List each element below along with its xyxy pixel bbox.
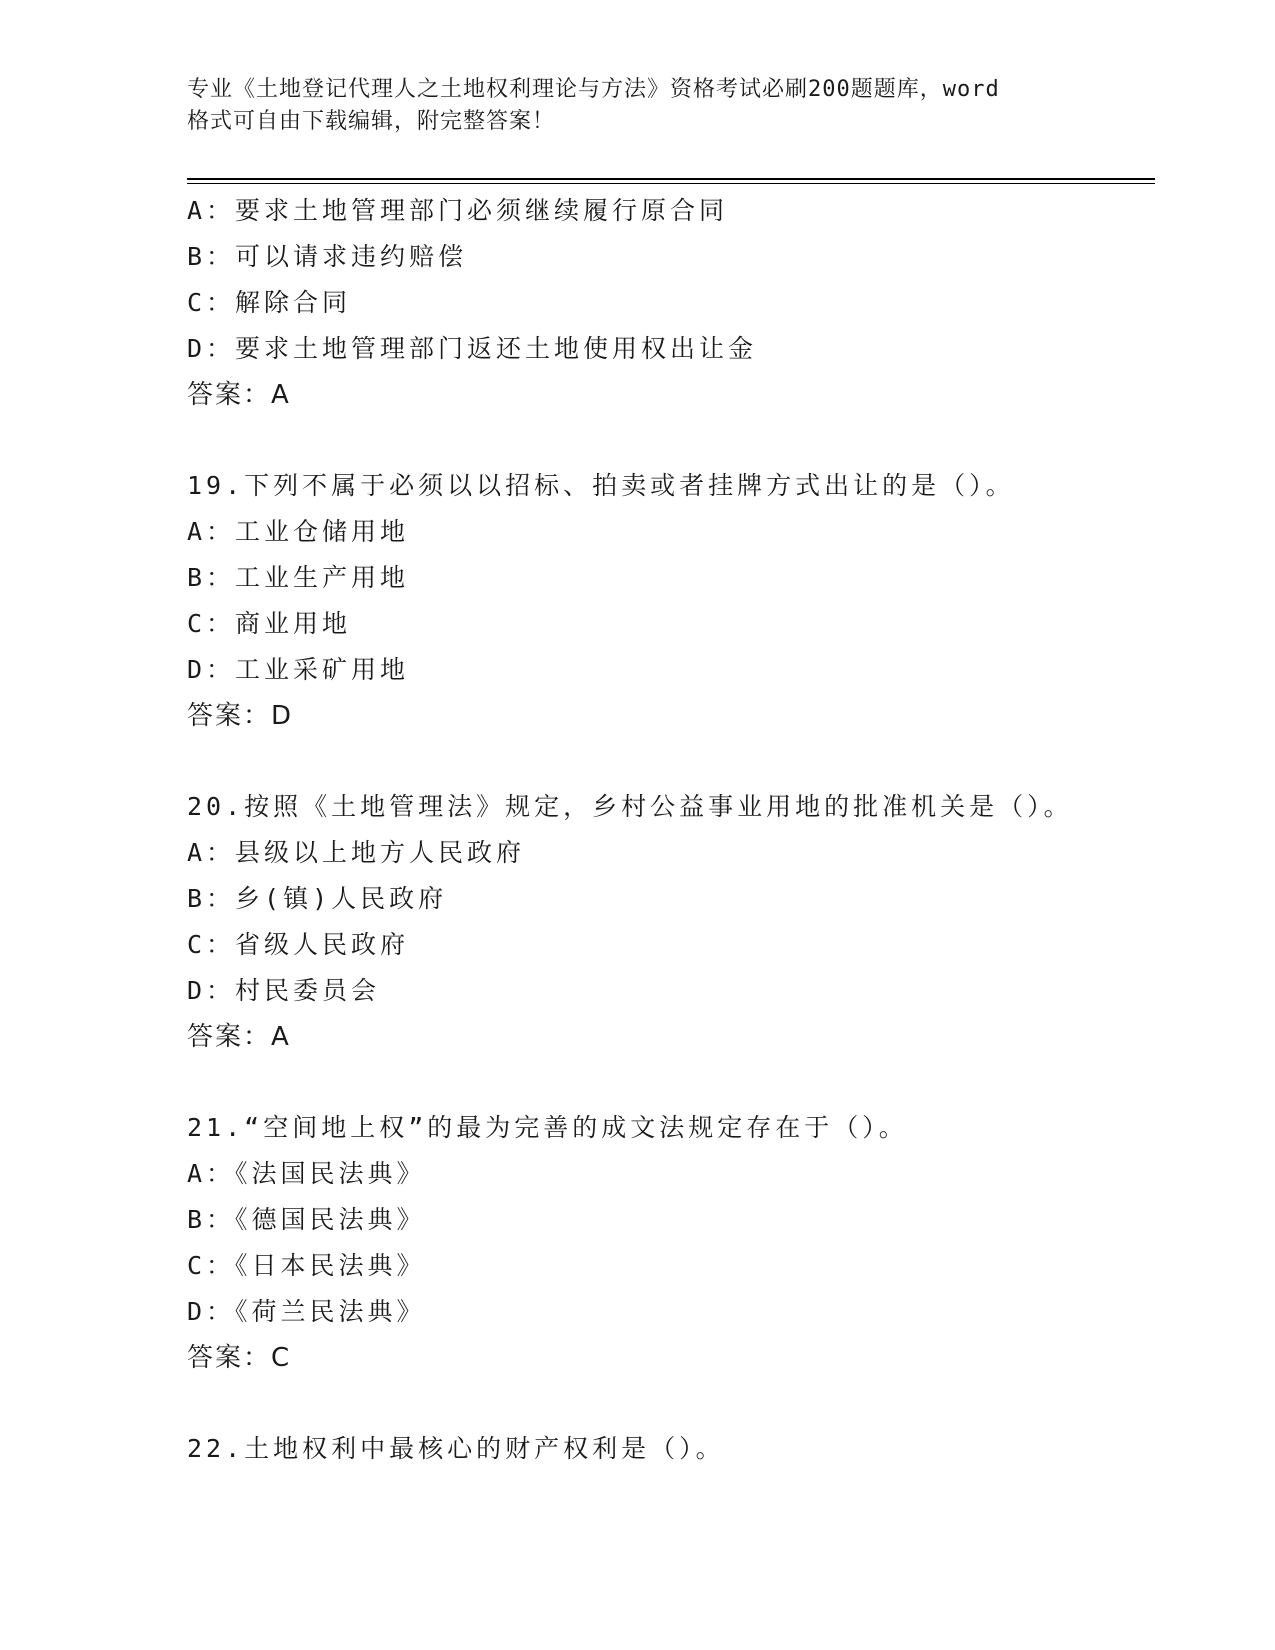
question-title: 21.“空间地上权”的最为完善的成文法规定存在于（）。 xyxy=(187,1113,908,1142)
option-a: A：县级以上地方人民政府 xyxy=(187,838,526,867)
question-22 xyxy=(187,1426,1155,1472)
question-18-continuation xyxy=(187,188,1155,418)
question-20 xyxy=(187,784,1155,1060)
question-19 xyxy=(187,463,1155,739)
question-list xyxy=(187,188,1155,1472)
question-21 xyxy=(187,1105,1155,1381)
option-d: D：要求土地管理部门返还土地使用权出让金 xyxy=(187,334,758,363)
option-c: C：解除合同 xyxy=(187,288,352,317)
answer-line: 答案：A xyxy=(187,380,291,410)
question-title: 22.土地权利中最核心的财产权利是（）。 xyxy=(187,1434,725,1463)
option-b: B：《德国民法典》 xyxy=(187,1205,426,1234)
header-line-1: 专业《土地登记代理人之土地权利理论与方法》资格考试必刷200题题库，word xyxy=(187,77,1000,102)
option-d: D：《荷兰民法典》 xyxy=(187,1297,426,1326)
option-b: B：乡(镇)人民政府 xyxy=(187,884,448,913)
question-title: 20.按照《土地管理法》规定，乡村公益事业用地的批准机关是（）。 xyxy=(187,792,1073,821)
header-rule-thick xyxy=(187,178,1155,180)
document-header xyxy=(187,74,1067,138)
option-a: A：要求土地管理部门必须继续履行原合同 xyxy=(187,196,729,225)
question-title: 19.下列不属于必须以以招标、拍卖或者挂牌方式出让的是（）。 xyxy=(187,471,1015,500)
option-c: C：商业用地 xyxy=(187,609,352,638)
option-d: D：工业采矿用地 xyxy=(187,655,410,684)
option-d: D：村民委员会 xyxy=(187,976,381,1005)
option-a: A：工业仓储用地 xyxy=(187,517,410,546)
option-c: C：《日本民法典》 xyxy=(187,1251,426,1280)
header-line-2: 格式可自由下载编辑，附完整答案！ xyxy=(187,109,556,134)
answer-line: 答案：C xyxy=(187,1343,292,1373)
answer-line: 答案：A xyxy=(187,1022,291,1052)
option-c: C：省级人民政府 xyxy=(187,930,410,959)
option-b: B：工业生产用地 xyxy=(187,563,410,592)
option-b: B：可以请求违约赔偿 xyxy=(187,242,468,271)
option-a: A：《法国民法典》 xyxy=(187,1159,426,1188)
header-rule-thin xyxy=(187,183,1155,184)
answer-line: 答案：D xyxy=(187,701,294,731)
